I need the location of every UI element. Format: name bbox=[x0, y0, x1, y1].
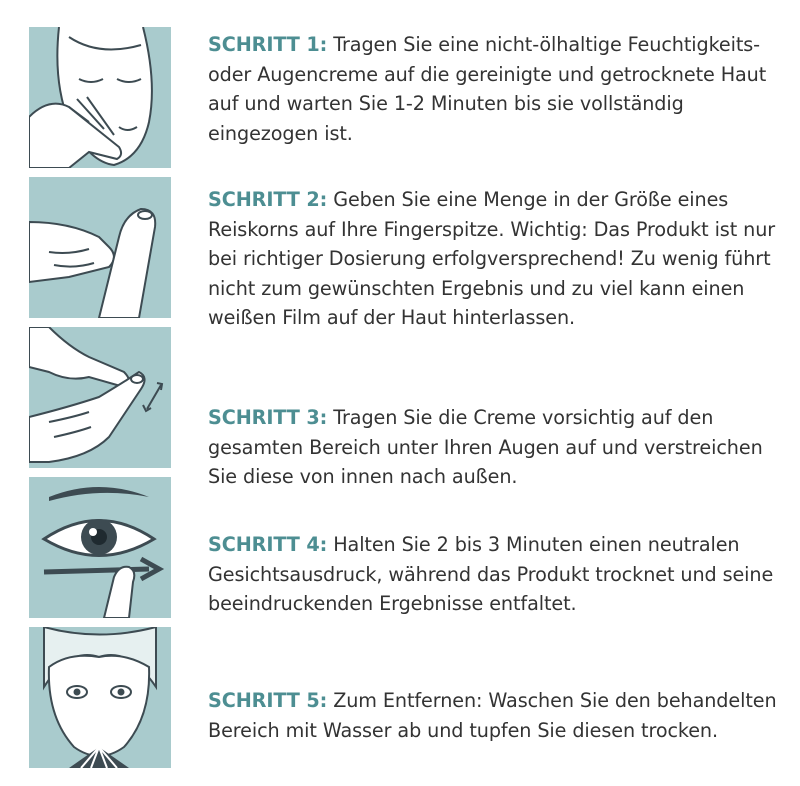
step-2-text bbox=[208, 185, 788, 333]
step-5-body: Zum Entfernen: Waschen Sie den behandelten Bereich mit Wasser ab und tupfen Sie diesen trocken. bbox=[208, 689, 777, 742]
face-applying-cream-icon bbox=[29, 27, 171, 168]
step-3-label: SCHRITT 3: bbox=[208, 406, 328, 429]
step-1-text bbox=[208, 30, 788, 148]
step-2-body: Geben Sie eine Menge in der Größe eines Reiskorns auf Ihre Fingerspitze. Wichtig: Das Produkt ist nur bei richtiger Dosierung erfolgversprechend! Zu wenig führt nicht zum gewünschten Ergebnis und zu viel kann einen weißen Film auf der Haut hinterlassen. bbox=[208, 188, 776, 329]
step-1-body: Tragen Sie eine nicht-ölhaltige Feuchtigkeits- oder Augencreme auf die gereinigte und getrocknete Haut auf und warten Sie 1-2 Minuten bis sie vollständig eingezogen ist. bbox=[208, 33, 767, 145]
hand-spreading-icon bbox=[29, 327, 171, 468]
step-3-text bbox=[208, 403, 788, 492]
eye-with-arrow-icon bbox=[29, 477, 171, 618]
step-4-body: Halten Sie 2 bis 3 Minuten einen neutralen Gesichtsausdruck, während das Produkt trocknet und seine beeindruckenden Ergebnisse entfaltet. bbox=[208, 533, 774, 615]
step-1-illustration bbox=[29, 27, 171, 168]
step-3-body: Tragen Sie die Creme vorsichtig auf den gesamten Bereich unter Ihren Augen auf und verstreichen Sie diese von innen nach außen. bbox=[208, 406, 763, 488]
step-5-label: SCHRITT 5: bbox=[208, 689, 328, 712]
step-2-illustration bbox=[29, 177, 171, 318]
step-3-illustration bbox=[29, 327, 171, 468]
step-4-text bbox=[208, 530, 788, 619]
face-with-fan-icon bbox=[29, 627, 171, 768]
fingertip-dose-icon bbox=[29, 177, 171, 318]
step-4-illustration bbox=[29, 477, 171, 618]
step-5-illustration bbox=[29, 627, 171, 768]
step-1-label: SCHRITT 1: bbox=[208, 33, 328, 56]
step-2-label: SCHRITT 2: bbox=[208, 188, 328, 211]
step-4-label: SCHRITT 4: bbox=[208, 533, 328, 556]
step-5-text bbox=[208, 686, 788, 745]
